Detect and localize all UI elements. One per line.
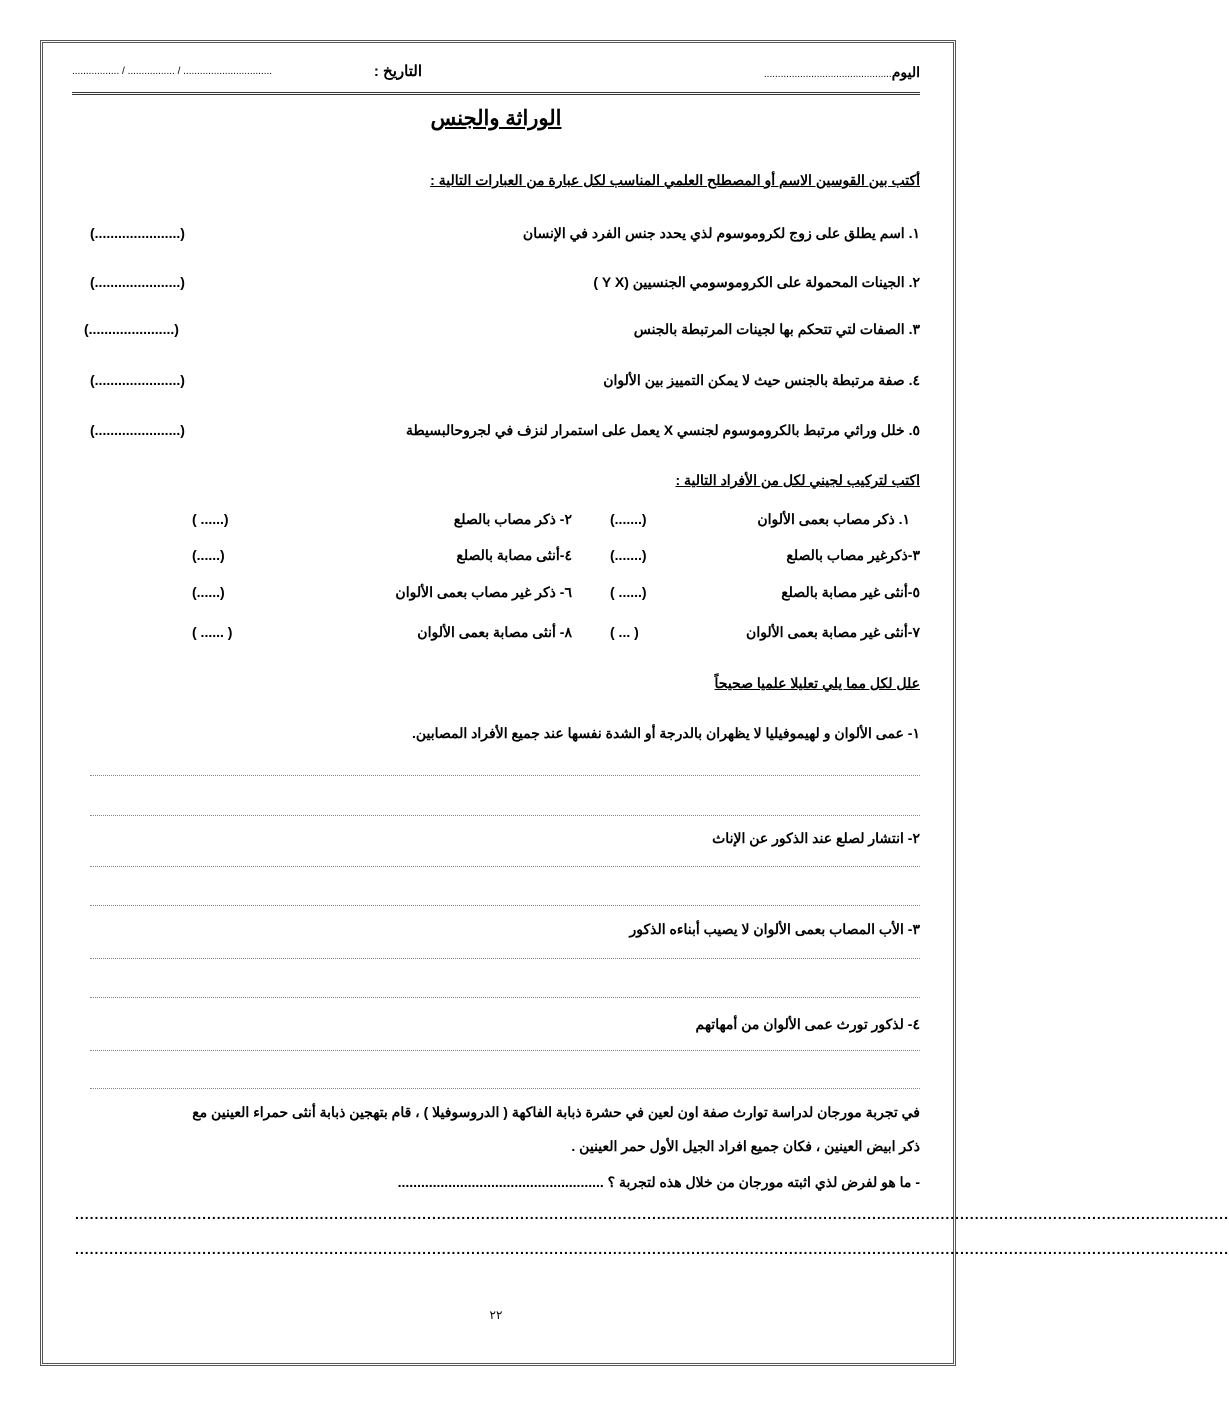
answer-line[interactable] — [90, 997, 920, 998]
answer-line[interactable]: ............................................................................................................................................................................................................................................ — [75, 1206, 1229, 1222]
answer-line[interactable] — [90, 775, 920, 776]
experiment-paragraph-line1: في تجربة مورجان لدراسة توارث صفة اون لعين في حشرة ذبابة الفاكهة ( الدروسوفيلا ) ، قام بتهجين ذبابة أنثى حمراء العينين مع — [192, 1104, 920, 1120]
answer-line[interactable] — [90, 1050, 920, 1051]
experiment-question: - ما هو لفرض لذي اثبته مورجان من خلال هذه لتجربة ؟ ..................................................... — [397, 1174, 920, 1190]
answer-blank[interactable]: (......................) — [90, 225, 185, 241]
genotype-item-label: ٨- أنثى مصابة بعمى الألوان — [417, 624, 572, 640]
genotype-blank[interactable]: (.......) — [610, 547, 647, 563]
genotype-item-label: ٤-أنثى مصابة بالصلع — [456, 547, 572, 563]
answer-line[interactable]: ............................................................................................................................................................................................................................................ — [75, 1241, 1229, 1257]
header-rule — [72, 92, 920, 95]
reason-question: ١- عمى الألوان و لهيموفيليا لا يظهران بالدرجة أو الشدة نفسها عند جميع الأفراد المصابين. — [411, 725, 920, 741]
answer-line[interactable] — [90, 815, 920, 816]
experiment-paragraph-line2: ذكر ابيض العينين ، فكان جميع افراد الجيل الأول حمر العينين . — [571, 1138, 920, 1154]
fill-in-item: ١. اسم يطلق على زوج لكروموسوم لذي يحدد جنس الفرد في الإنسان — [522, 225, 920, 241]
page-title: الوراثة والجنس — [430, 107, 562, 130]
genotype-blank[interactable]: ( ......) — [610, 584, 647, 600]
genotype-blank[interactable]: ( ...... ) — [192, 624, 233, 640]
genotype-item-label: ٣-ذكرغير مصاب بالصلع — [786, 547, 920, 563]
genotype-blank[interactable]: (......) — [192, 584, 225, 600]
genotype-blank[interactable]: ( ......) — [192, 511, 229, 527]
answer-line[interactable] — [90, 1088, 920, 1089]
day-field[interactable] — [764, 64, 920, 81]
answer-blank[interactable]: (......................) — [84, 321, 179, 337]
fill-in-item: ٥. خلل وراثي مرتبط بالكروموسوم لجنسي X يعمل على استمرار لنزف في لجروحالبسيطة — [406, 422, 920, 438]
answer-blank[interactable]: (......................) — [90, 422, 185, 438]
genotype-item-label: ١. ذكر مصاب بعمى الألوان — [757, 511, 910, 527]
answer-line[interactable] — [90, 866, 920, 867]
fill-in-item: ٢. الجينات المحمولة على الكروموسومي الجنسيين (Y X ) — [593, 274, 920, 290]
fill-in-item: ٣. الصفات لتي تتحكم بها لجينات المرتبطة بالجنس — [633, 321, 920, 337]
reason-question: ٤- لذكور تورث عمى الألوان من أمهاتهم — [695, 1016, 920, 1032]
date-label: التاريخ : — [373, 63, 422, 80]
answer-blank[interactable]: (......................) — [90, 372, 185, 388]
date-blank[interactable]: ................. / ................. / ................................ — [72, 66, 273, 77]
reason-question: ٣- الأب المصاب بعمى الألوان لا يصيب أبناءه الذكور — [629, 921, 920, 937]
genotype-item-label: ٧-أنثى غير مصابة بعمى الألوان — [746, 624, 920, 640]
answer-blank[interactable]: (......................) — [90, 274, 185, 290]
page-number: ٢٢ — [489, 1308, 503, 1322]
section3-instruction: علل لكل مما يلي تعليلا علميا صحيحاً — [714, 675, 920, 691]
section1-instruction: أكتب بين القوسين الاسم أو المصطلح العلمي المناسب لكل عبارة من العبارات التالية : — [430, 172, 920, 188]
day-label: اليوم — [891, 64, 920, 80]
genotype-item-label: ٦- ذكر غير مصاب بعمى الألوان — [395, 584, 572, 600]
genotype-item-label: ٥-أنثى غير مصابة بالصلع — [781, 584, 920, 600]
genotype-blank[interactable]: (......) — [192, 547, 225, 563]
day-blank: .............................................. — [763, 69, 892, 80]
section2-instruction: اكتب لتركيب لجيني لكل من الأفراد التالية : — [675, 472, 920, 488]
answer-line[interactable] — [90, 905, 920, 906]
fill-in-item: ٤. صفة مرتبطة بالجنس حيث لا يمكن التمييز بين الألوان — [603, 372, 920, 388]
answer-line[interactable] — [90, 958, 920, 959]
genotype-item-label: ٢- ذكر مصاب بالصلع — [453, 511, 572, 527]
genotype-blank[interactable]: (.......) — [610, 511, 647, 527]
reason-question: ٢- انتشار لصلع عند الذكور عن الإناث — [712, 830, 920, 846]
genotype-blank[interactable]: ( ... ) — [610, 624, 639, 640]
